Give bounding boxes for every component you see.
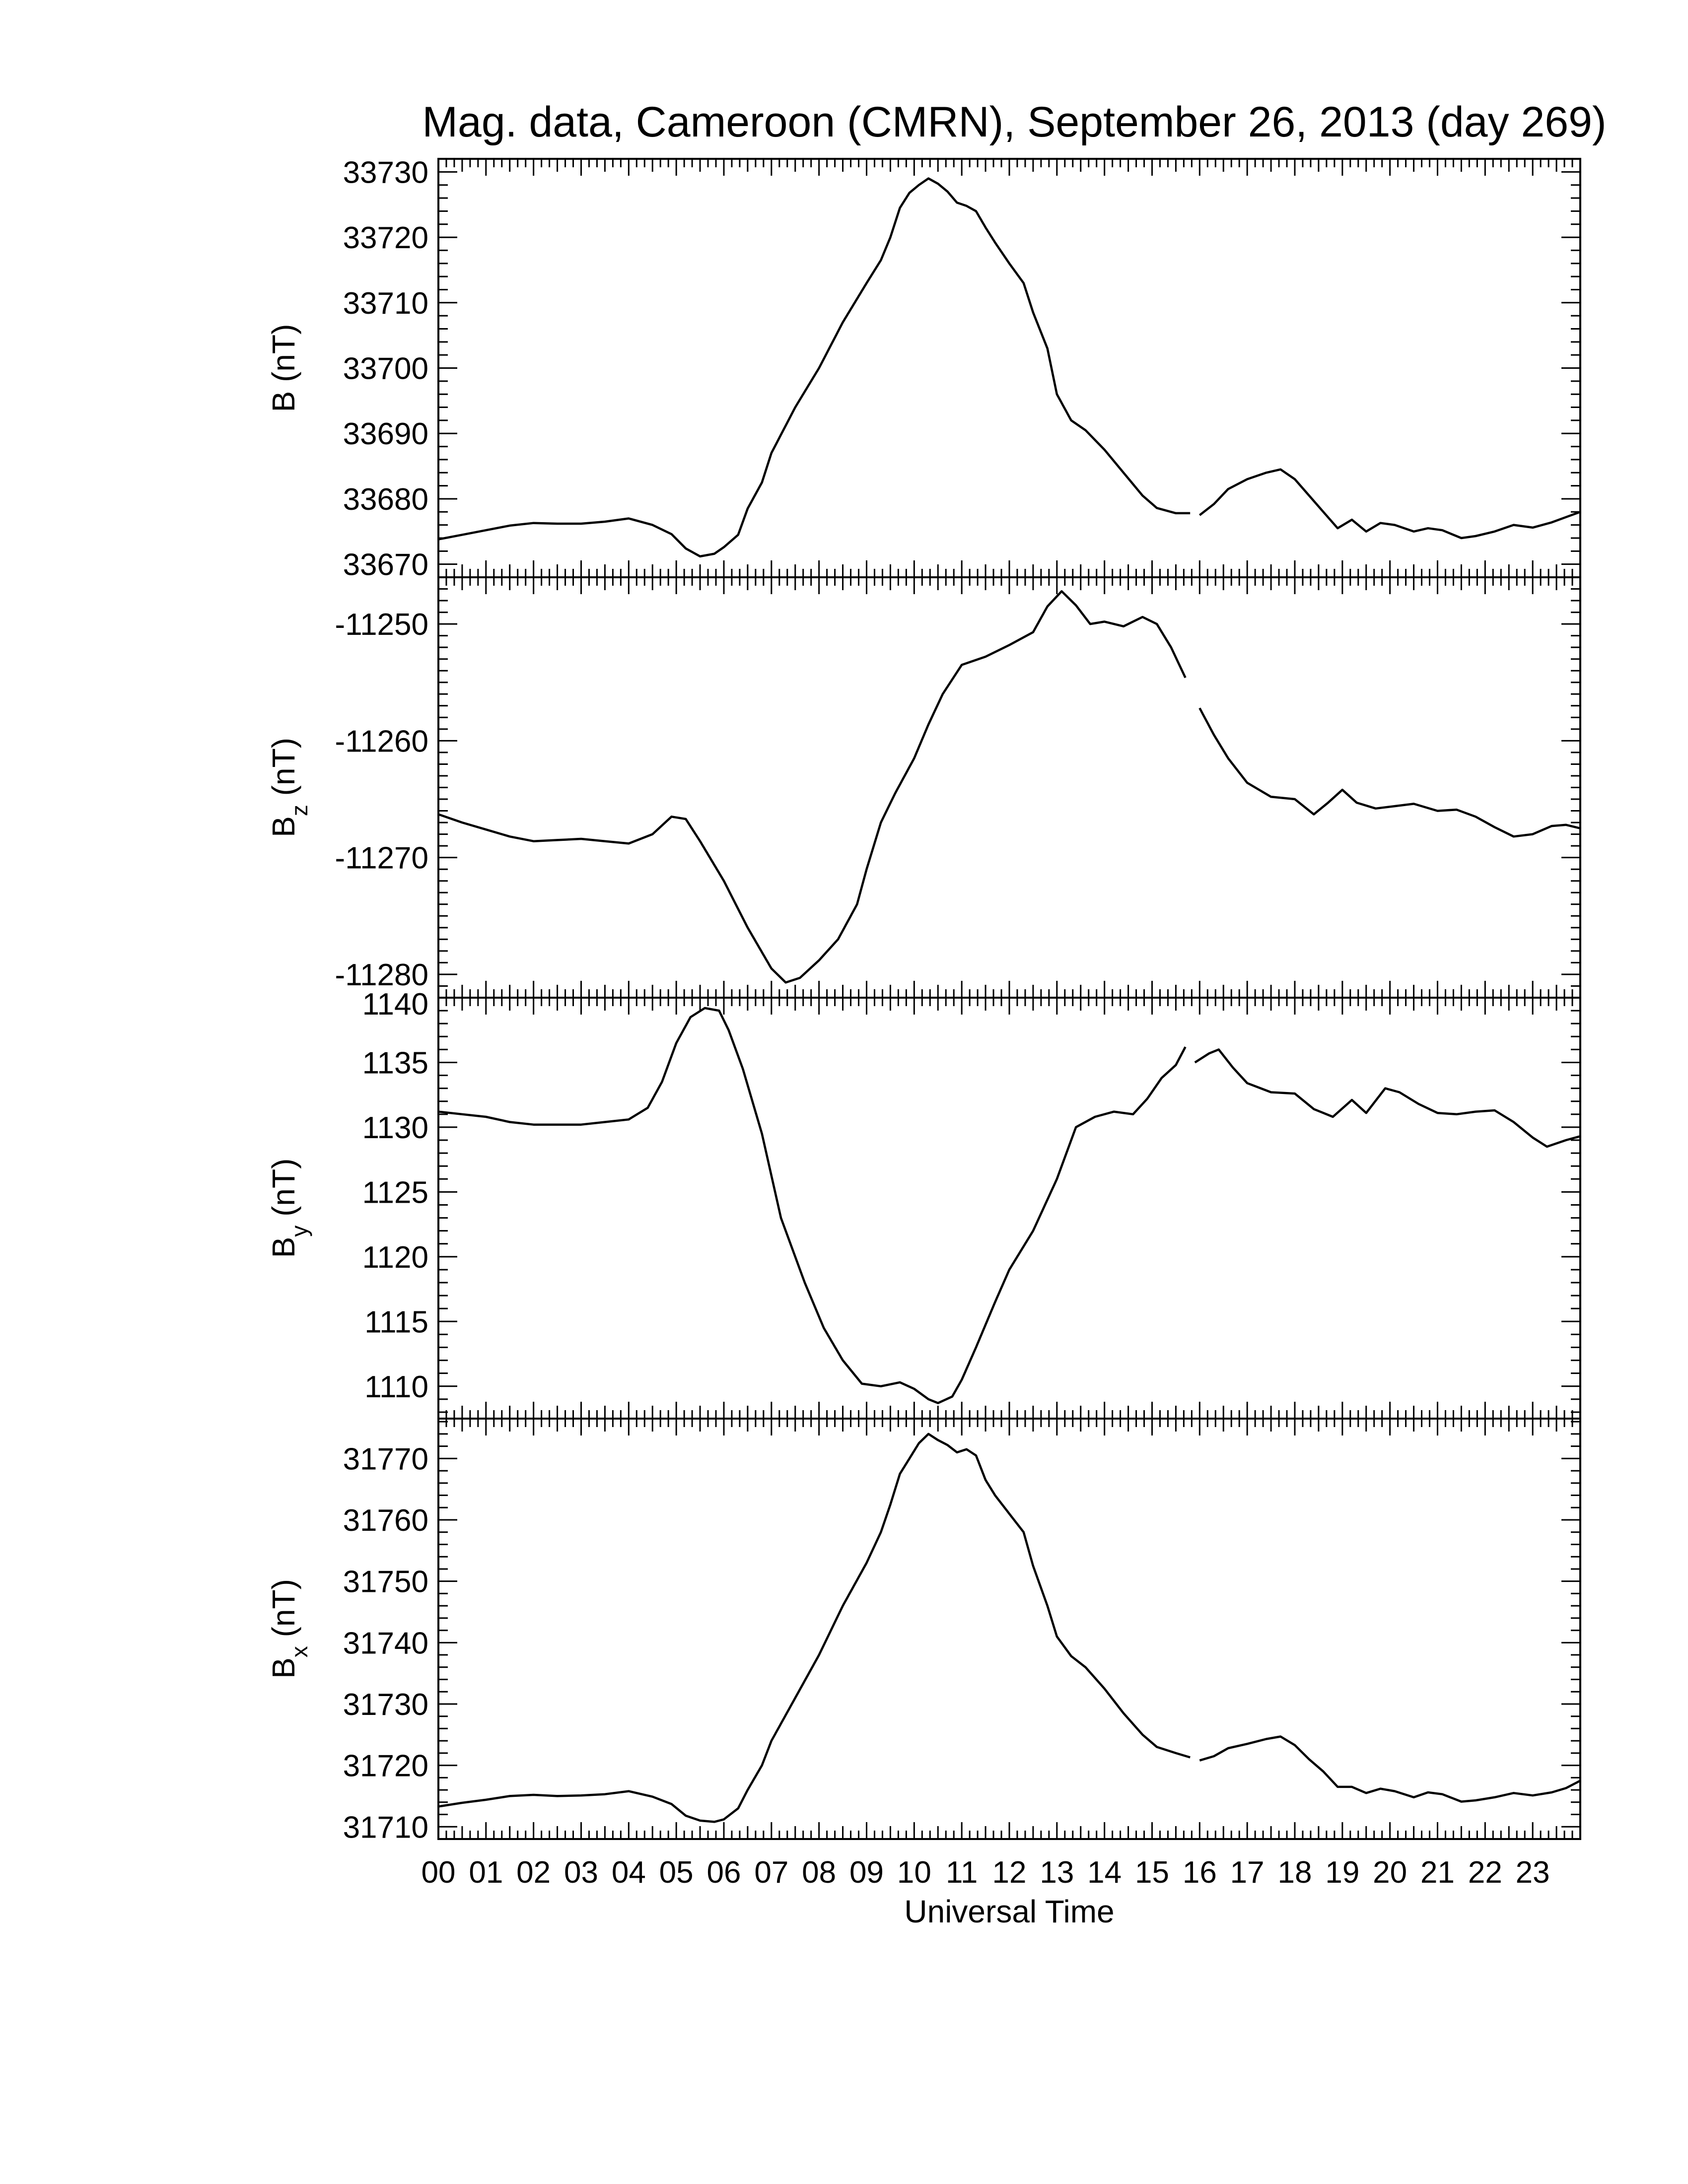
y-tick-label-By: 1115 xyxy=(364,1305,428,1340)
y-tick-label-Bx: 31770 xyxy=(343,1442,428,1477)
y-tick-label-B: 33720 xyxy=(343,221,428,256)
y-tick-label-B: 33710 xyxy=(343,286,428,321)
y-tick-label-Bx: 31730 xyxy=(343,1687,428,1722)
y-tick-label-By: 1110 xyxy=(364,1369,428,1404)
y-axis-title-main: B xyxy=(266,391,301,412)
y-axis-title-unit: (nT) xyxy=(266,1579,301,1646)
x-tick-label: 04 xyxy=(611,1855,646,1890)
y-axis-title-main: B xyxy=(266,816,301,837)
x-tick-label: 16 xyxy=(1182,1855,1217,1890)
y-tick-label-By: 1130 xyxy=(362,1110,428,1145)
x-tick-label: 15 xyxy=(1135,1855,1169,1890)
y-tick-label-Bx: 31710 xyxy=(343,1810,428,1845)
y-tick-label-B: 33700 xyxy=(343,351,428,386)
x-tick-label: 12 xyxy=(992,1855,1027,1890)
x-tick-label: 20 xyxy=(1373,1855,1407,1890)
x-tick-label: 21 xyxy=(1420,1855,1455,1890)
y-axis-title-subscript: z xyxy=(286,805,312,817)
x-tick-label: 11 xyxy=(945,1855,978,1890)
y-tick-label-Bz: -11250 xyxy=(335,608,428,642)
x-tick-label: 02 xyxy=(516,1855,551,1890)
y-tick-label-B: 33680 xyxy=(343,482,428,517)
x-tick-label: 09 xyxy=(849,1855,884,1890)
x-tick-label: 13 xyxy=(1040,1855,1074,1890)
x-tick-label: 19 xyxy=(1325,1855,1360,1890)
x-tick-label: 17 xyxy=(1230,1855,1265,1890)
y-axis-title-subscript: x xyxy=(286,1646,312,1658)
x-tick-label: 03 xyxy=(564,1855,598,1890)
x-tick-label: 01 xyxy=(469,1855,503,1890)
y-axis-title-B xyxy=(266,324,301,412)
y-axis-title-unit: (nT) xyxy=(266,738,301,805)
y-tick-label-Bz: -11260 xyxy=(335,724,428,759)
y-tick-label-Bx: 31750 xyxy=(343,1565,428,1599)
y-axis-title-main: B xyxy=(266,1657,301,1679)
y-axis-title-unit: (nT) xyxy=(266,324,301,391)
y-tick-label-Bx: 31760 xyxy=(343,1503,428,1538)
x-tick-label: 06 xyxy=(706,1855,741,1890)
x-tick-label: 05 xyxy=(659,1855,694,1890)
y-tick-label-Bx: 31740 xyxy=(343,1626,428,1661)
x-tick-label: 14 xyxy=(1087,1855,1122,1890)
x-tick-label: 23 xyxy=(1515,1855,1550,1890)
y-tick-label-By: 1125 xyxy=(362,1175,428,1210)
x-tick-label: 18 xyxy=(1277,1855,1312,1890)
y-axis-title-unit: (nT) xyxy=(266,1158,301,1226)
y-axis-title-main: B xyxy=(266,1236,301,1258)
y-tick-label-B: 33690 xyxy=(343,417,428,452)
chart-title: Mag. data, Cameroon (CMRN), September 26, 2013 (day 269) xyxy=(422,98,1607,146)
y-tick-label-Bx: 31720 xyxy=(343,1749,428,1783)
x-tick-label: 22 xyxy=(1468,1855,1502,1890)
y-axis-title-subscript: y xyxy=(286,1225,312,1237)
y-tick-label-By: 1135 xyxy=(362,1046,428,1081)
y-tick-label-B: 33670 xyxy=(343,547,428,582)
y-tick-label-Bz: -11270 xyxy=(335,841,428,876)
y-tick-label-Bz: -11280 xyxy=(335,957,428,992)
y-tick-label-By: 1140 xyxy=(362,987,428,1022)
y-tick-label-B: 33730 xyxy=(343,155,428,190)
y-tick-label-By: 1120 xyxy=(362,1240,428,1275)
x-tick-label: 00 xyxy=(421,1855,456,1890)
x-tick-label: 10 xyxy=(897,1855,931,1890)
x-axis-title: Universal Time xyxy=(904,1894,1115,1929)
x-tick-label: 07 xyxy=(754,1855,789,1890)
x-tick-label: 08 xyxy=(802,1855,837,1890)
